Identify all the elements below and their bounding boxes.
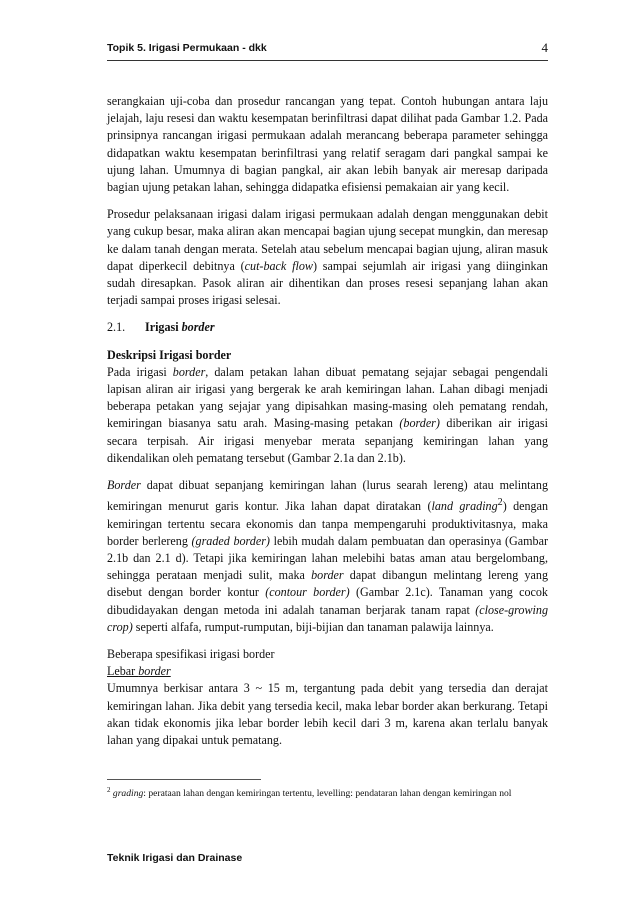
italic-term: land grading <box>431 499 498 514</box>
header-divider <box>107 60 548 61</box>
spec-subheading <box>107 663 548 680</box>
text-run: ) dengan kemiringan tertentu secara ekonomis dan tanpa mempengaruhi produktivitasnya, maka border berlereng <box>107 499 549 548</box>
paragraph-1: serangkaian uji-coba dan prosedur rancangan yang tepat. Contoh hubungan antara laju jelajah, laju resesi dan waktu kesempatan berinfiltrasi dapat dilihat pada Gambar 1.2. Pada prinsipnya rancangan irigasi permukaan adalah merancang beberapa parameter sehingga didapatkan waktu kesempatan berinfiltrasi yang relatif seragam dari pangkal sampai ke ujung lahan. Umumnya di bagian pangkal, air akan lebih banyak air meresap daripada bagian ujung petakan lahan, sehingga didapatka efisiensi pemakaian air yang kecil. <box>107 94 548 195</box>
italic-term: border <box>311 568 344 583</box>
footnote-text: : perataan lahan dengan kemiringan tertentu, levelling: pendataran lahan dengan kemiringan nol <box>143 788 512 800</box>
footnote-number: 2 <box>107 786 111 794</box>
italic-term: Border <box>107 478 141 493</box>
text-run: dapat dibuat sepanjang kemiringan lahan (lurus searah lereng) atau melintang kemiringan menurut garis kontur. Jika lahan dapat diratakan ( <box>107 478 548 514</box>
paragraph-5: Umumnya berkisar antara 3 ~ 15 m, tergantung pada debit yang tersedia dan derajat kemiringan lahan. Jika debit yang tersedia kecil, maka lebar border akan berkurang. Tetapi akan tidak ekonomis jika lebar border lebih kecil dari 3 m, karena akan terlalu banyak lahan yang dipakai untuk pematang. <box>107 681 548 747</box>
paragraph-4 <box>107 477 548 636</box>
section-number: 2.1. <box>107 320 126 335</box>
italic-term: cut-back flow <box>244 258 313 273</box>
footnote <box>107 783 548 801</box>
page-footer: Teknik Irigasi dan Drainase <box>107 852 243 864</box>
text-run: ) sampai sejumlah air irigasi yang diinginkan sudah diresapkan. Pasok aliran air dihentikan dan proses resesi sepanjang lahan akan terjadi sampai proses irigasi selesai. <box>107 258 548 308</box>
italic-term: (contour border) <box>265 585 350 600</box>
paragraph-3 <box>107 364 548 467</box>
text-run: , dalam petakan lahan dibuat pematang sejajar sebagai pengendali lapisan aliran air irigasi yang bergerak ke arah kemiringan lahan. Lahan dibagi menjadi beberapa petakan yang sejajar yang dipisahkan masing-masing oleh pematang rendah, kemiringan biasanya satu arah. Masing-masing petakan <box>107 364 548 431</box>
text-run: Lebar <box>107 664 139 679</box>
page-body <box>107 93 548 759</box>
text-run: diberikan air irigasi secara terpisah. Air irigasi menyebar merata sepanjang kemiringan lahan yang dikendalikan oleh pematang tersebut (Gambar 2.1a dan 2.1b). <box>107 416 548 465</box>
italic-term: border <box>138 664 171 679</box>
italic-term: (border) <box>399 416 440 431</box>
section-heading <box>107 319 548 336</box>
page-header <box>107 40 548 60</box>
text-run: seperti alfafa, rumput-rumputan, biji-bijian dan tanaman palawija lainnya. <box>132 619 494 634</box>
italic-term: (close-growing crop) <box>107 602 548 634</box>
text-run: dapat dibangun melintang lereng yang disebut dengan border kontur <box>107 568 549 600</box>
spec-intro: Beberapa spesifikasi irigasi border <box>107 646 275 661</box>
paragraph-2 <box>107 206 548 309</box>
subheading-deskripsi: Deskripsi Irigasi border <box>107 347 232 362</box>
text-run: lebih mudah dalam pembuatan dan operasinya (Gambar 2.1b dan 2.1 d). Tetapi jika kemiringan lahan melebihi batas aman atau bergelombang, sehingga perataan menjadi sulit, maka <box>107 533 548 583</box>
footnote-marker: 2 <box>497 497 503 509</box>
text-run: (Gambar 2.1c). Tanaman yang cocok dibudidayakan dengan metoda ini adalah tanaman berjarak tanam rapat <box>107 585 548 617</box>
text-run: Pada irigasi <box>107 364 173 379</box>
italic-term: (graded border) <box>191 533 270 548</box>
italic-term: border <box>172 364 206 379</box>
section-title-italic: border <box>181 320 215 335</box>
section-title: Irigasi <box>145 320 182 335</box>
footnote-term: grading <box>112 788 144 800</box>
text-run: Prosedur pelaksanaan irigasi dalam irigasi permukaan adalah dengan menggunakan debit yang cukup besar, maka aliran akan mencapai bagian ujung secepat mungkin, dan meresap ke dalam tanah dengan merata. Setelah atau sebelum mencapai bagian ujung, aliran masuk dapat diperkecil debitnya ( <box>107 207 548 273</box>
footnote-divider <box>107 779 261 780</box>
page-number: 4 <box>541 40 548 55</box>
header-title: Topik 5. Irigasi Permukaan - dkk <box>107 42 267 54</box>
